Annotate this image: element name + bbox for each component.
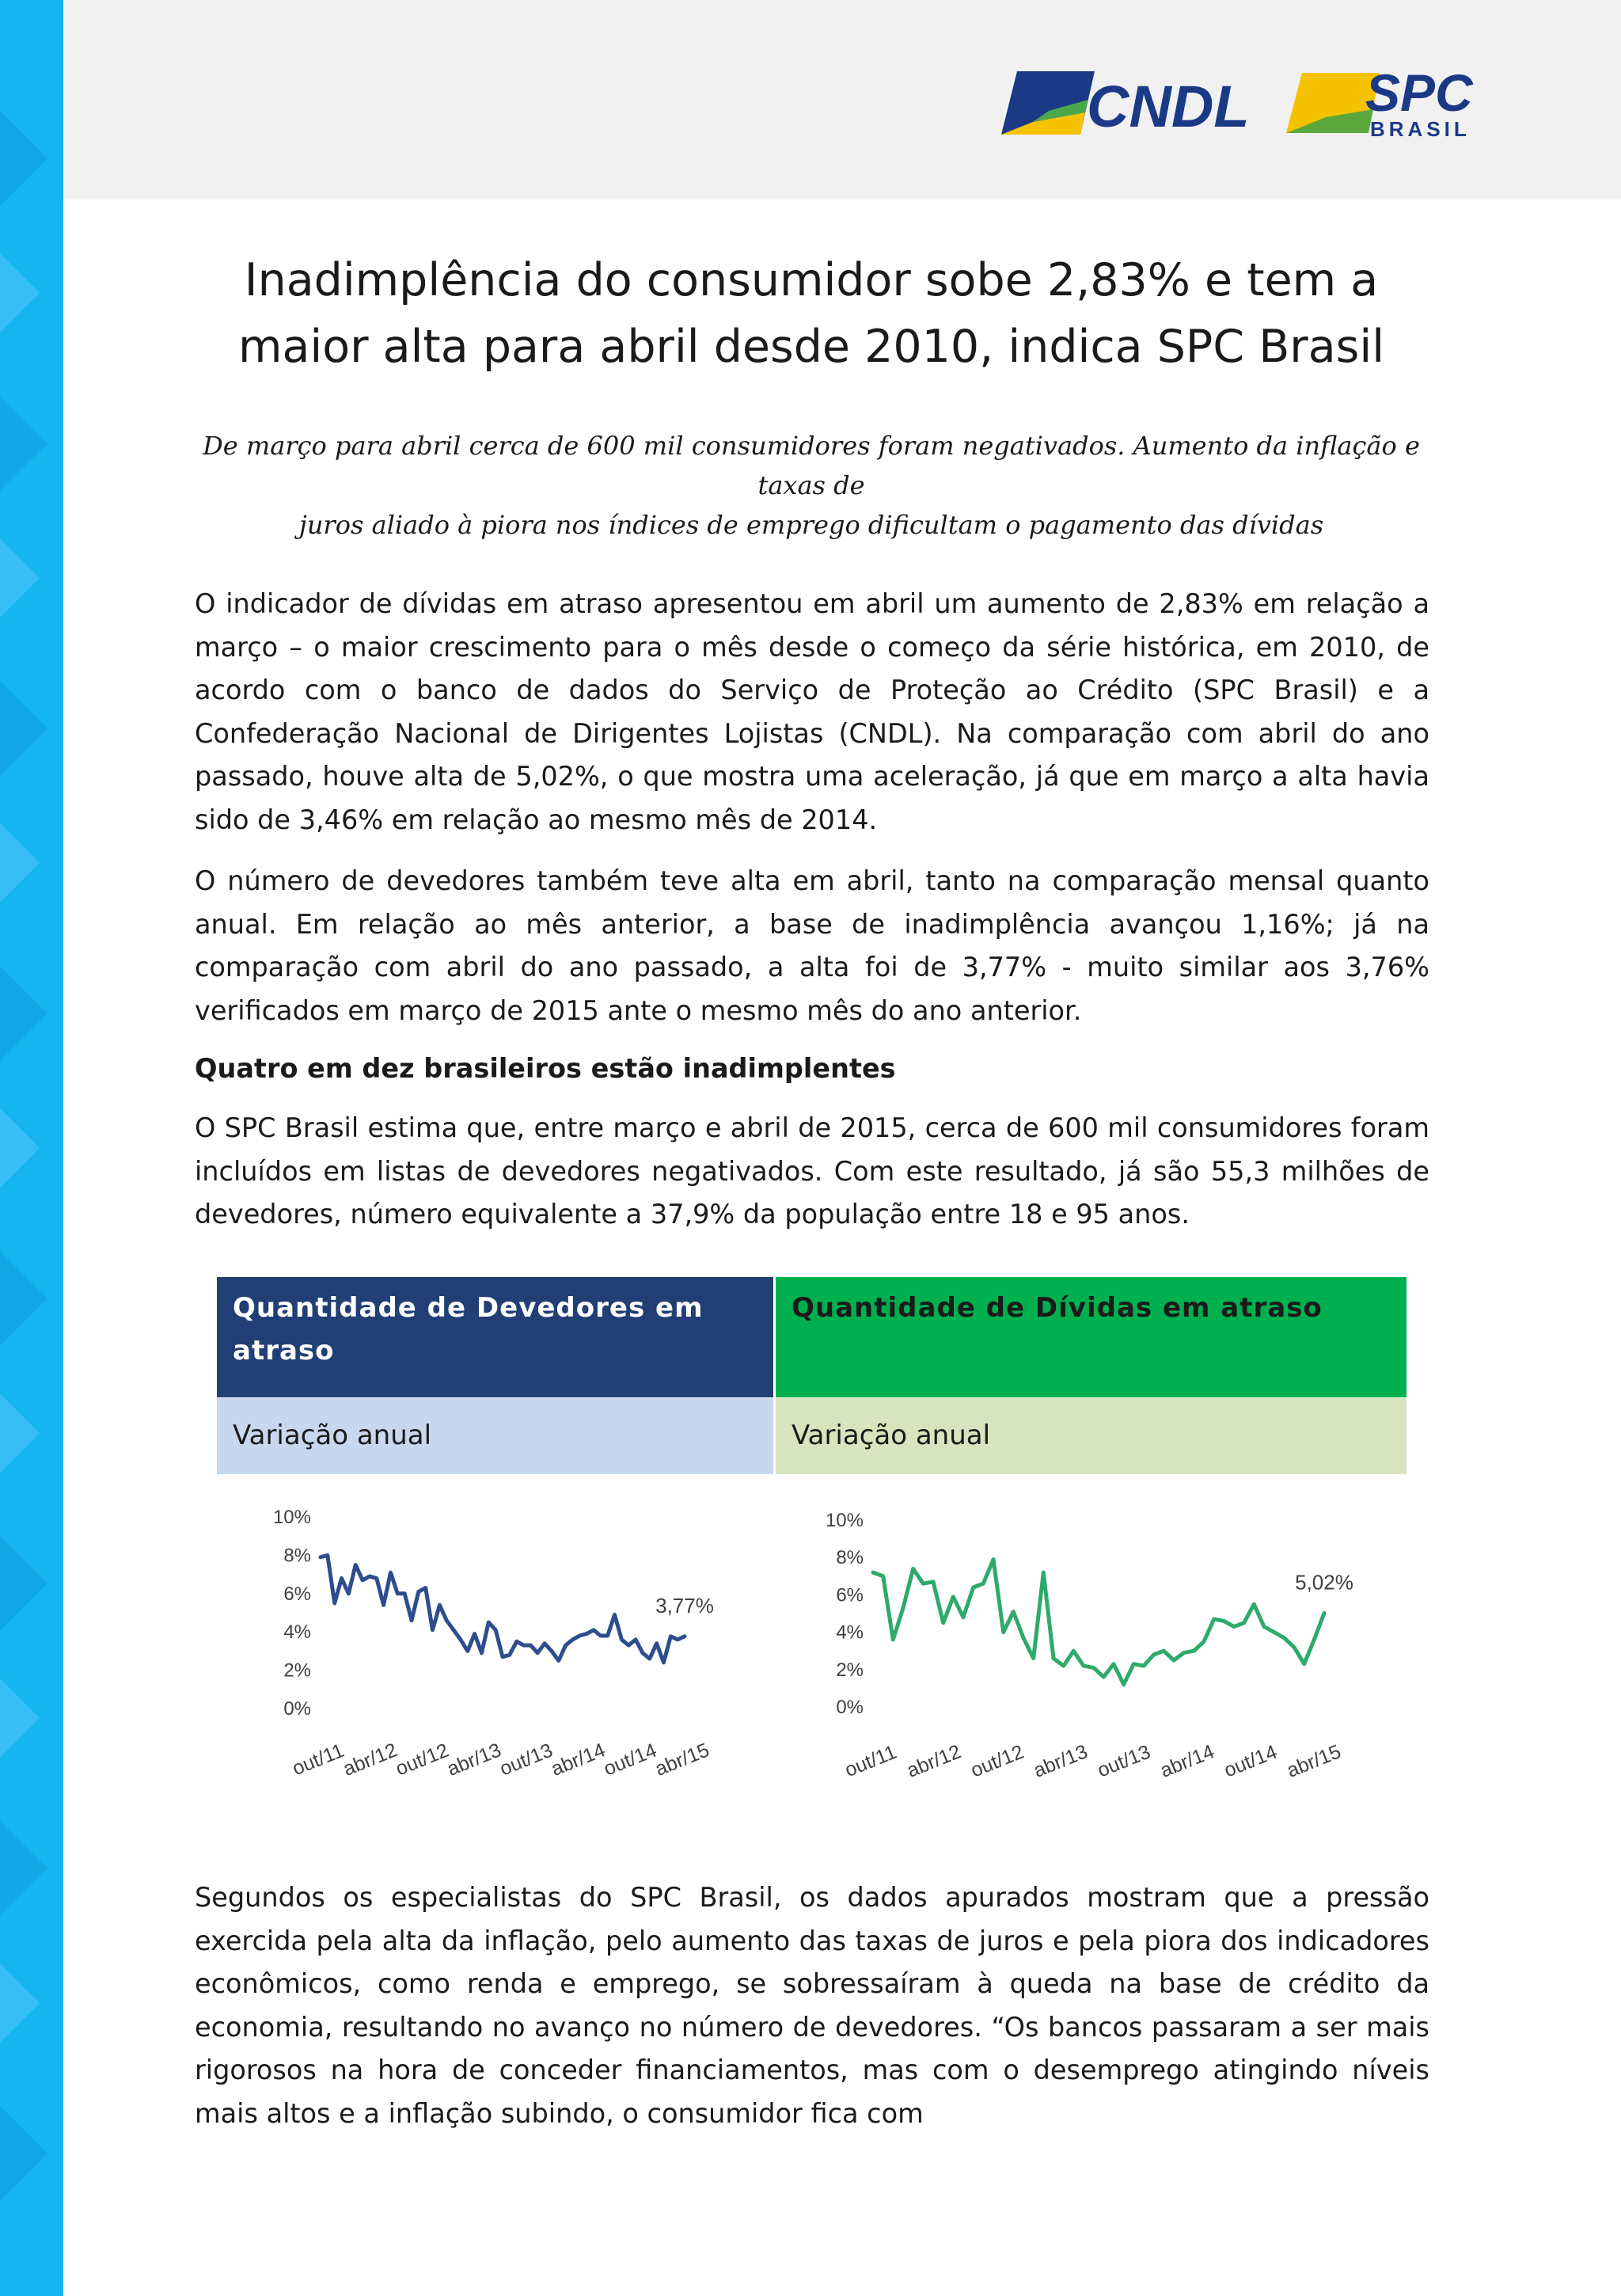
x-tick-label: abr/12 — [903, 1740, 965, 1782]
y-tick-label: 4% — [283, 1621, 311, 1644]
y-tick-label: 10% — [825, 1510, 864, 1531]
body-paragraph-1 — [195, 583, 1429, 842]
side-decorative-band — [0, 0, 63, 2296]
x-tick-label: out/11 — [841, 1740, 900, 1782]
y-tick-label: 2% — [283, 1659, 311, 1682]
table-header-overdue-debts: Quantidade de Dívidas em atraso — [776, 1277, 1407, 1397]
x-tick-label: out/14 — [1220, 1740, 1281, 1782]
x-tick-label: abr/15 — [651, 1739, 713, 1781]
debtors-annual-variation-chart — [230, 1496, 744, 1789]
overdue-debts-chart-svg — [806, 1496, 1384, 1789]
series-line — [873, 1560, 1324, 1685]
series-line — [321, 1555, 685, 1662]
band-chevron-pattern — [0, 0, 63, 2296]
x-tick-label: out/12 — [392, 1739, 452, 1781]
y-tick-label: 4% — [836, 1621, 864, 1644]
y-tick-label: 0% — [283, 1698, 311, 1720]
page-subtitle — [182, 426, 1441, 545]
x-tick-label: out/13 — [496, 1739, 556, 1781]
y-tick-label: 6% — [836, 1584, 864, 1606]
x-tick-label: out/13 — [1094, 1740, 1154, 1782]
y-tick-label: 8% — [283, 1545, 311, 1567]
page-title-line-1: Inadimplência do consumidor sobe 2,83% e tem a — [244, 254, 1379, 306]
body-paragraph-1-text: O indicador de dívidas em atraso apresentou em abril um aumento de 2,83% em relação a março – o maior crescimento para o mês desde o começo da série histórica, em 2010, de acordo com o banco de dados do Serviço de Proteção ao Crédito (SPC Brasil) e a Confederação Nacional de Dirigentes Lojistas (CNDL). Na comparação com abril do ano passado, houve alta de 5,02%, o que mostra uma aceleração, já que em março a alta havia sido de 3,46% em relação ao mesmo mês de 2014. — [195, 588, 1429, 835]
spc-logo-text: SPC — [1365, 63, 1473, 122]
body-paragraph-3 — [195, 1107, 1429, 1237]
x-tick-label: out/11 — [289, 1739, 347, 1781]
x-tick-label: abr/13 — [1030, 1740, 1091, 1782]
x-tick-label: abr/14 — [548, 1739, 609, 1781]
spc-logo-subtext: BRASIL — [1370, 117, 1471, 141]
table-header-debtors: Quantidade de Devedores em atraso — [217, 1277, 773, 1397]
page-title — [198, 247, 1425, 380]
body-paragraph-4 — [195, 1876, 1429, 2135]
x-tick-label: out/12 — [967, 1740, 1027, 1782]
y-tick-label: 2% — [836, 1659, 864, 1681]
x-tick-label: abr/14 — [1156, 1740, 1218, 1782]
overdue-debts-annual-variation-chart — [806, 1496, 1384, 1789]
x-tick-label: out/14 — [600, 1739, 660, 1781]
y-tick-label: 8% — [836, 1547, 864, 1569]
cndl-logo-text: CNDL — [1087, 74, 1250, 139]
y-tick-label: 10% — [272, 1507, 311, 1528]
page-title-line-2: maior alta para abril desde 2010, indica SPC Brasil — [237, 321, 1385, 373]
body-paragraph-2 — [195, 860, 1429, 1032]
x-tick-label: abr/13 — [443, 1739, 505, 1781]
data-label-latest: 3,77% — [655, 1593, 714, 1617]
cndl-logo — [1001, 65, 1250, 144]
y-tick-label: 6% — [283, 1583, 311, 1605]
body-paragraph-2-text: O número de devedores também teve alta em abril, tanto na comparação mensal quanto anual. Em relação ao mês anterior, a base de inadimplência avançou 1,16%; já na comparação com abril do ano passado, a alta foi de 3,77% - muito similar aos 3,76% verificados em março de 2015 ante o mesmo mês do ano anterior. — [195, 865, 1429, 1026]
section-heading: Quatro em dez brasileiros estão inadimplentes — [195, 1053, 896, 1084]
debtors-chart-svg — [230, 1496, 744, 1789]
x-tick-label: abr/12 — [340, 1739, 401, 1781]
y-tick-label: 0% — [836, 1697, 864, 1718]
page-subtitle-line-2: juros aliado à piora nos índices de emprego dificultam o pagamento das dívidas — [298, 510, 1324, 540]
page-subtitle-line-1: De março para abril cerca de 600 mil consumidores foram negativados. Aumento da inflação e taxas de — [203, 431, 1420, 500]
body-paragraph-3-text: O SPC Brasil estima que, entre março e abril de 2015, cerca de 600 mil consumidores foram incluídos em listas de devedores negativados. Com este resultado, já são 55,3 milhões de devedores, número equivalente a 37,9% da população entre 18 e 95 anos. — [195, 1112, 1429, 1230]
body-paragraph-4-text: Segundos os especialistas do SPC Brasil, os dados apurados mostram que a pressão exercida pela alta da inflação, pelo aumento das taxas de juros e pela piora dos indicadores econômicos, como renda e emprego, se sobressaíram à queda na base de crédito da economia, resultando no avanço no número de devedores. “Os bancos passaram a ser mais rigorosos na hora de conceder financiamentos, mas com o desemprego atingindo níveis mais altos e a inflação subindo, o consumidor fica com — [195, 1882, 1429, 2129]
table-subheader-overdue-debts: Variação anual — [776, 1398, 1407, 1474]
spc-brasil-logo — [1286, 65, 1476, 144]
x-tick-label: abr/15 — [1283, 1740, 1345, 1782]
table-subheader-debtors: Variação anual — [217, 1398, 773, 1474]
data-label-latest: 5,02% — [1295, 1570, 1353, 1595]
